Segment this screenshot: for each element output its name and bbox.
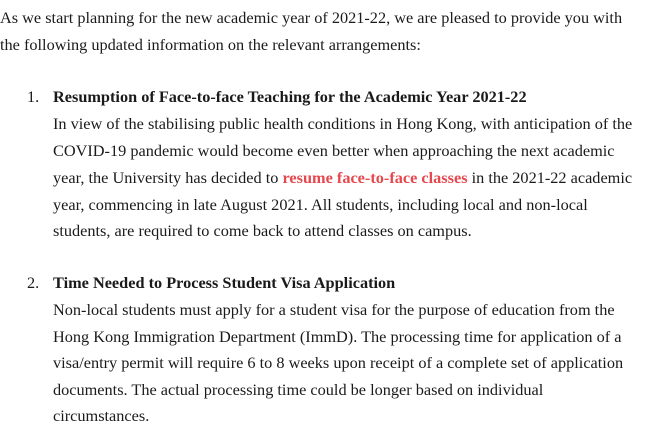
- item-line: COVID-19 pandemic would become even better when approaching the next academic: [53, 141, 615, 160]
- item-line: Hong Kong Immigration Department (ImmD). The processing time for application of a: [53, 327, 622, 346]
- line-text: in the 2021-22 academic: [467, 168, 633, 187]
- item-line: Non-local students must apply for a student visa for the purpose of education from the: [53, 300, 615, 319]
- line-text: year, the University has decided to: [53, 168, 283, 187]
- item-line: students, are required to come back to attend classes on campus.: [53, 221, 472, 240]
- intro-line: As we start planning for the new academic year of 2021-22, we are pleased to provide you with: [0, 8, 623, 27]
- intro-line: the following updated information on the relevant arrangements:: [0, 35, 421, 54]
- item-line: year, commencing in late August 2021. All students, including local and non-local: [53, 195, 588, 214]
- list-number: 1.: [27, 87, 40, 106]
- item-line: documents. The actual processing time could be longer based on individual: [53, 380, 544, 399]
- highlighted-text: resume face-to-face classes: [282, 168, 468, 187]
- item-heading: Resumption of Face-to-face Teaching for the Academic Year 2021-22: [53, 87, 527, 106]
- item-heading: Time Needed to Process Student Visa Application: [53, 273, 396, 292]
- list-number: 2.: [27, 273, 40, 292]
- item-line: [53, 165, 632, 191]
- item-line: In view of the stabilising public health conditions in Hong Kong, with anticipation of the: [53, 114, 633, 133]
- item-line: circumstances.: [53, 406, 150, 425]
- item-line: visa/entry permit will require 6 to 8 weeks upon receipt of a complete set of application: [53, 353, 624, 372]
